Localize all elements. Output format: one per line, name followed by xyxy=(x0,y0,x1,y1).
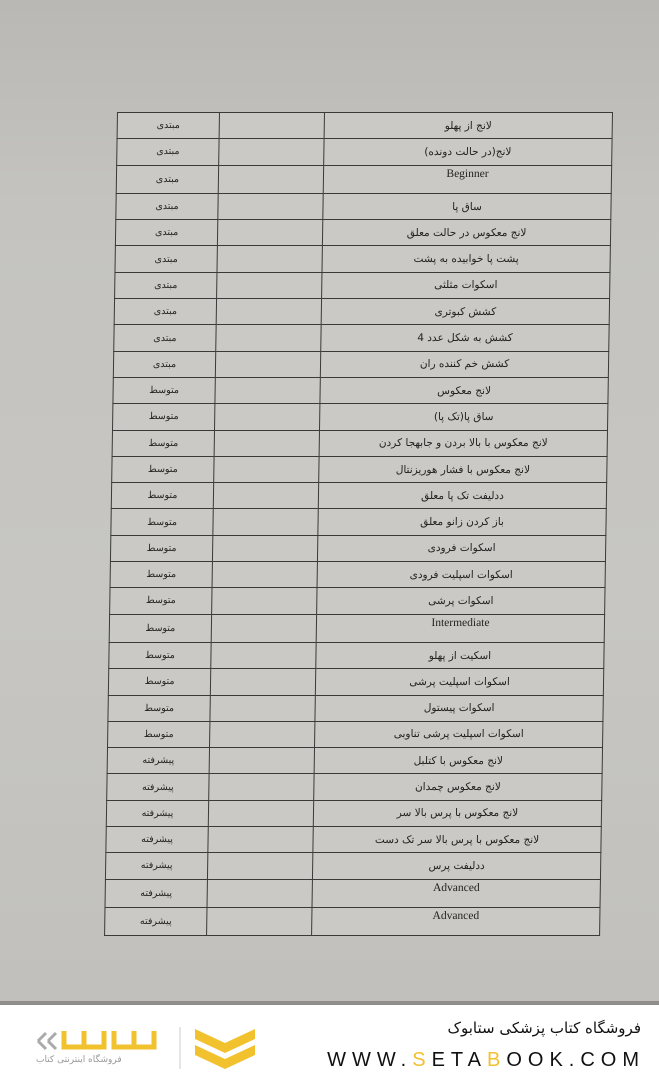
empty-cell xyxy=(217,220,322,246)
level-cell: متوسط xyxy=(113,404,215,430)
table-row xyxy=(114,299,609,325)
footer-banner xyxy=(0,1005,659,1080)
level-cell: پیشرفته xyxy=(106,800,208,826)
empty-cell xyxy=(211,614,316,642)
level-cell: مبتدی xyxy=(116,193,218,219)
level-cell: مبتدی xyxy=(117,139,219,165)
empty-cell xyxy=(213,509,318,535)
exercise-name-cell: لانج معکوس در حالت معلق xyxy=(322,220,610,246)
table-row xyxy=(107,748,602,774)
exercise-name-cell: لانج معکوس با بالا بردن و جابهجا کردن xyxy=(319,430,607,456)
empty-cell xyxy=(212,588,317,614)
level-cell: متوسط xyxy=(110,588,212,614)
level-cell: متوسط xyxy=(110,562,212,588)
exercise-name-cell: Advanced xyxy=(312,879,600,907)
empty-cell xyxy=(216,325,321,351)
table-row xyxy=(111,483,606,509)
level-cell: پیشرفته xyxy=(105,879,207,907)
empty-cell xyxy=(210,721,315,747)
level-cell: مبتدی xyxy=(114,299,216,325)
logo-subtitle: فروشگاه اینترنتی کتاب xyxy=(36,1055,122,1065)
exercise-name-cell: لانج معکوس چمدان xyxy=(314,774,602,800)
table-row xyxy=(113,404,608,430)
exercise-name-cell: لانج(در حالت دونده) xyxy=(324,139,612,165)
empty-cell xyxy=(209,774,314,800)
exercise-name-cell: ددلیفت تک پا معلق xyxy=(318,483,606,509)
table-row xyxy=(115,246,610,272)
empty-cell xyxy=(209,748,314,774)
exercise-name-cell: کشش به شکل عدد 4 xyxy=(321,325,609,351)
level-cell: مبتدی xyxy=(115,220,217,246)
empty-cell xyxy=(215,404,320,430)
table-row xyxy=(110,588,605,614)
level-cell: متوسط xyxy=(111,509,213,535)
level-cell: مبتدی xyxy=(115,246,217,272)
table-row xyxy=(105,907,600,935)
empty-cell xyxy=(207,853,312,879)
empty-cell xyxy=(219,113,324,139)
empty-cell xyxy=(207,879,312,907)
level-cell: مبتدی xyxy=(113,351,215,377)
exercise-name-cell: لانج از پهلو xyxy=(324,113,612,139)
level-cell: پیشرفته xyxy=(106,827,208,853)
empty-cell xyxy=(207,907,312,935)
table-row xyxy=(114,325,609,351)
empty-cell xyxy=(212,535,317,561)
empty-cell xyxy=(210,669,315,695)
table-row xyxy=(105,879,600,907)
exercise-name-cell: اسکوات فرودی xyxy=(317,535,605,561)
table-row xyxy=(113,377,608,403)
table-row xyxy=(111,509,606,535)
table-row xyxy=(109,642,604,668)
empty-cell xyxy=(210,695,315,721)
table-row xyxy=(117,139,612,165)
exercise-table xyxy=(104,112,613,936)
empty-cell xyxy=(217,246,322,272)
level-cell: مبتدی xyxy=(114,325,216,351)
level-cell: متوسط xyxy=(111,483,213,509)
exercise-name-cell: اسکیت از پهلو xyxy=(316,642,604,668)
table-row xyxy=(110,562,605,588)
table-row xyxy=(112,456,607,482)
level-cell: متوسط xyxy=(108,669,210,695)
level-cell: متوسط xyxy=(112,456,214,482)
exercise-name-cell: پشت پا خوابیده به پشت xyxy=(322,246,610,272)
level-cell: پیشرفته xyxy=(105,907,207,935)
empty-cell xyxy=(218,165,323,193)
empty-cell xyxy=(211,642,316,668)
exercise-name-cell: Intermediate xyxy=(316,614,604,642)
table-row xyxy=(112,430,607,456)
exercise-name-cell: کشش خم کننده ران xyxy=(320,351,608,377)
table-row xyxy=(105,853,600,879)
level-cell: مبتدی xyxy=(117,113,219,139)
exercise-name-cell: اسکوات اسپلیت فرودی xyxy=(317,562,605,588)
empty-cell xyxy=(212,562,317,588)
table-row xyxy=(116,193,611,219)
store-url[interactable]: WWW.SETABOOK.COM xyxy=(327,1049,645,1071)
empty-cell xyxy=(218,193,323,219)
exercise-name-cell: اسکوات اسپلیت پرشی تناوبی xyxy=(315,721,603,747)
level-cell: پیشرفته xyxy=(107,774,209,800)
level-cell: متوسط xyxy=(108,721,210,747)
exercise-name-cell: ساق پا(تک پا) xyxy=(320,404,608,430)
level-cell: مبتدی xyxy=(115,272,217,298)
store-name: فروشگاه کتاب پزشکی ستابوک xyxy=(447,1019,641,1037)
level-cell: پیشرفته xyxy=(107,748,209,774)
level-cell: متوسط xyxy=(110,535,212,561)
empty-cell xyxy=(219,139,324,165)
empty-cell xyxy=(214,430,319,456)
table-row xyxy=(107,774,602,800)
table-row xyxy=(115,272,610,298)
table-row xyxy=(109,614,604,642)
level-cell: مبتدی xyxy=(116,165,218,193)
table-row xyxy=(110,535,605,561)
empty-cell xyxy=(217,272,322,298)
table-row xyxy=(108,669,603,695)
table-row xyxy=(115,220,610,246)
table-row xyxy=(117,113,612,139)
exercise-name-cell: لانج معکوس با فشار هوریزنتال xyxy=(319,456,607,482)
level-cell: پیشرفته xyxy=(105,853,207,879)
table-row xyxy=(116,165,611,193)
level-cell: متوسط xyxy=(109,642,211,668)
empty-cell xyxy=(214,456,319,482)
exercise-name-cell: لانج معکوس با پرس بالا سر تک دست xyxy=(313,827,601,853)
empty-cell xyxy=(208,827,313,853)
exercise-name-cell: اسکوات پیستول xyxy=(315,695,603,721)
level-cell: متوسط xyxy=(112,430,214,456)
level-cell: متوسط xyxy=(113,377,215,403)
empty-cell xyxy=(208,800,313,826)
exercise-name-cell: لانج معکوس با پرس بالا سر xyxy=(313,800,601,826)
empty-cell xyxy=(213,483,318,509)
empty-cell xyxy=(215,377,320,403)
empty-cell xyxy=(215,351,320,377)
exercise-name-cell: ددلیفت پرس xyxy=(312,853,600,879)
empty-cell xyxy=(216,299,321,325)
exercise-name-cell: Advanced xyxy=(312,907,600,935)
table-row xyxy=(108,721,603,747)
table-row xyxy=(106,827,601,853)
exercise-name-cell: کشش کبوتری xyxy=(321,299,609,325)
exercise-name-cell: لانج معکوس با کتلبل xyxy=(314,748,602,774)
exercise-name-cell: اسکوات پرشی xyxy=(317,588,605,614)
level-cell: متوسط xyxy=(108,695,210,721)
exercise-name-cell: اسکوات اسپلیت پرشی xyxy=(315,669,603,695)
table-row xyxy=(108,695,603,721)
exercise-name-cell: Beginner xyxy=(323,165,611,193)
exercise-name-cell: لانج معکوس xyxy=(320,377,608,403)
table-row xyxy=(106,800,601,826)
exercise-name-cell: ساق پا xyxy=(323,193,611,219)
table-row xyxy=(113,351,608,377)
level-cell: متوسط xyxy=(109,614,211,642)
exercise-name-cell: باز کردن زانو معلق xyxy=(318,509,606,535)
exercise-name-cell: اسکوات مثلثی xyxy=(322,272,610,298)
